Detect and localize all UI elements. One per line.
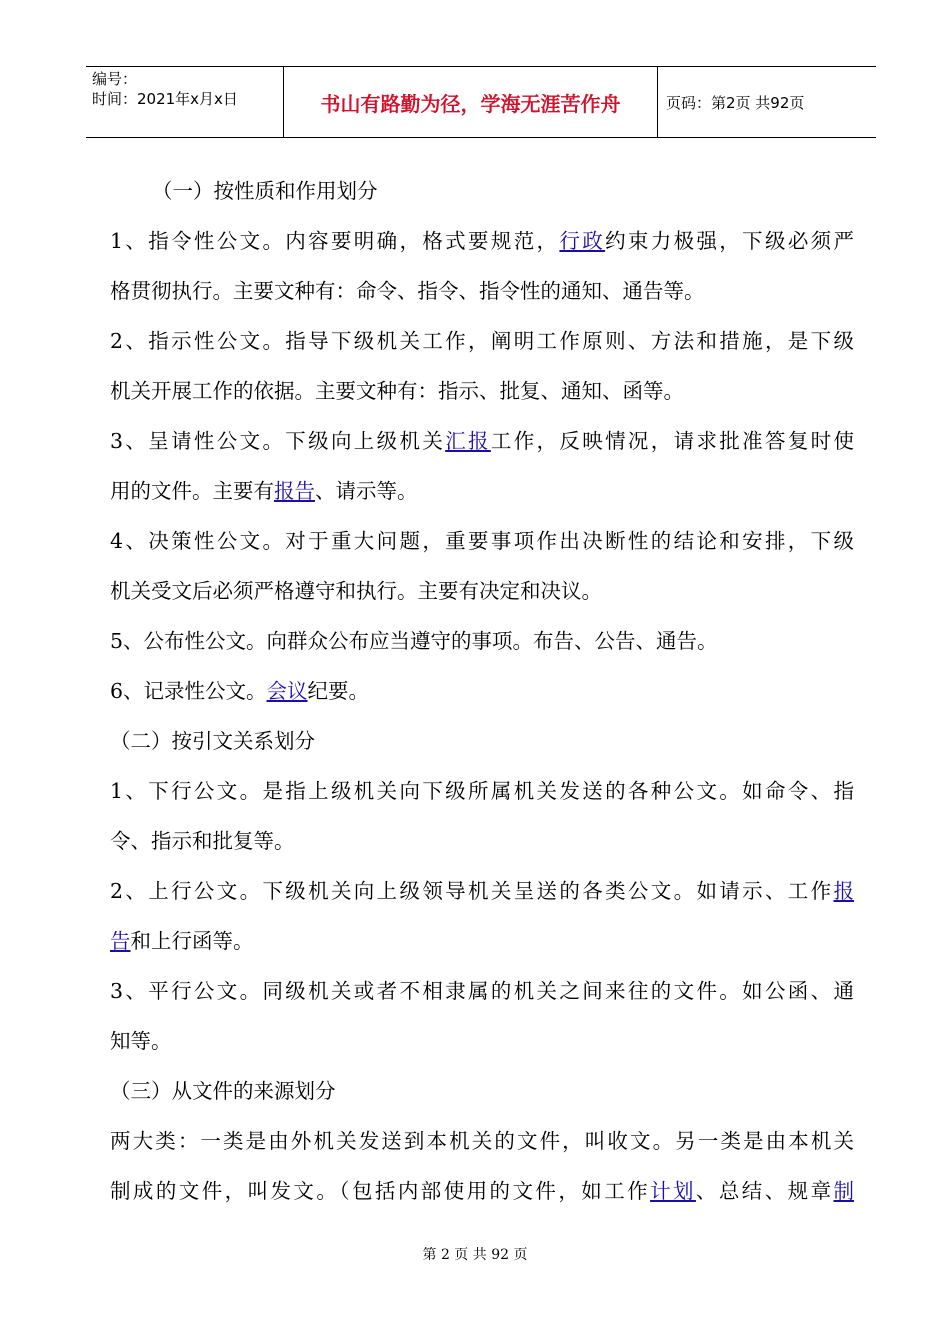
text-run: 2、上行公文。下级机关向上级领导机关呈送的各类公文。如请示、工作	[110, 879, 834, 903]
link-baogao[interactable]: 报告	[274, 479, 315, 503]
paragraph-line	[110, 666, 854, 716]
paragraph-line: 知等。	[110, 1029, 172, 1053]
header-meta	[86, 67, 284, 137]
paragraph-line: 机关开展工作的依据。主要文种有：指示、批复、通知、函等。	[110, 379, 684, 403]
paragraph-line: 令、指示和批复等。	[110, 829, 295, 853]
header-number: 编号：	[92, 70, 138, 88]
text-run: 3、呈请性公文。下级向上级机关	[110, 429, 446, 453]
paragraph-line	[110, 216, 854, 266]
header-page-info: 页码：第2页 共92页	[666, 93, 805, 112]
section-heading-1: （一）按性质和作用划分	[152, 179, 378, 203]
link-jihua[interactable]: 计划	[650, 1179, 696, 1203]
paragraph-line: 格贯彻执行。主要文种有：命令、指令、指令性的通知、通告等。	[110, 279, 705, 303]
text-run: 、总结、规章	[695, 1179, 834, 1203]
paragraph-line	[110, 916, 854, 966]
text-run: 1、指令性公文。内容要明确，格式要规范，	[110, 229, 560, 253]
link-huibao[interactable]: 汇报	[445, 429, 491, 453]
paragraph-line	[110, 1166, 854, 1216]
link-zhi[interactable]: 制	[833, 1179, 854, 1203]
text-run: 工作，反映情况，请求批准答复时使	[490, 429, 854, 453]
text-run: 6、记录性公文。	[110, 679, 267, 703]
section-heading-2: （二）按引文关系划分	[110, 729, 315, 753]
text-run: 、请示等。	[315, 479, 418, 503]
text-run: 和上行函等。	[130, 929, 254, 953]
link-gao[interactable]: 告	[110, 929, 131, 953]
paragraph-line: 1、下行公文。是指上级机关向下级所属机关发送的各种公文。如命令、指	[110, 779, 854, 803]
text-run: 用的文件。主要有	[110, 479, 274, 503]
link-bao[interactable]: 报	[833, 879, 854, 903]
link-xingzheng[interactable]: 行政	[559, 229, 606, 253]
paragraph-line	[110, 466, 854, 516]
section-heading-3: （三）从文件的来源划分	[110, 1079, 336, 1103]
paragraph-line: 机关受文后必须严格遵守和执行。主要有决定和决议。	[110, 579, 602, 603]
header-time: 时间：2021年x月x日	[92, 90, 238, 108]
text-run: 约束力极强，下级必须严	[605, 229, 854, 253]
document-body	[110, 166, 854, 1216]
paragraph-line: 两大类：一类是由外机关发送到本机关的文件，叫收文。另一类是由本机关	[110, 1129, 854, 1153]
paragraph-line	[110, 416, 854, 466]
paragraph-line: 2、指示性公文。指导下级机关工作，阐明工作原则、方法和措施，是下级	[110, 329, 854, 353]
paragraph-line	[110, 866, 854, 916]
link-huiyi[interactable]: 会议	[266, 679, 308, 703]
text-run: 纪要。	[307, 679, 370, 703]
page-header	[86, 66, 876, 138]
page-footer: 第 2 页 共 92 页	[422, 1247, 528, 1263]
paragraph-line: 3、平行公文。同级机关或者不相隶属的机关之间来往的文件。如公函、通	[110, 979, 854, 1003]
text-run: 制成的文件，叫发文。（包括内部使用的文件，如工作	[110, 1179, 651, 1203]
paragraph-line: 5、公布性公文。向群众公布应当遵守的事项。布告、公告、通告。	[110, 629, 718, 653]
header-motto: 书山有路勤为径，学海无涯苦作舟	[284, 67, 658, 137]
paragraph-line: 4、决策性公文。对于重大问题，重要事项作出决断性的结论和安排，下级	[110, 529, 854, 553]
